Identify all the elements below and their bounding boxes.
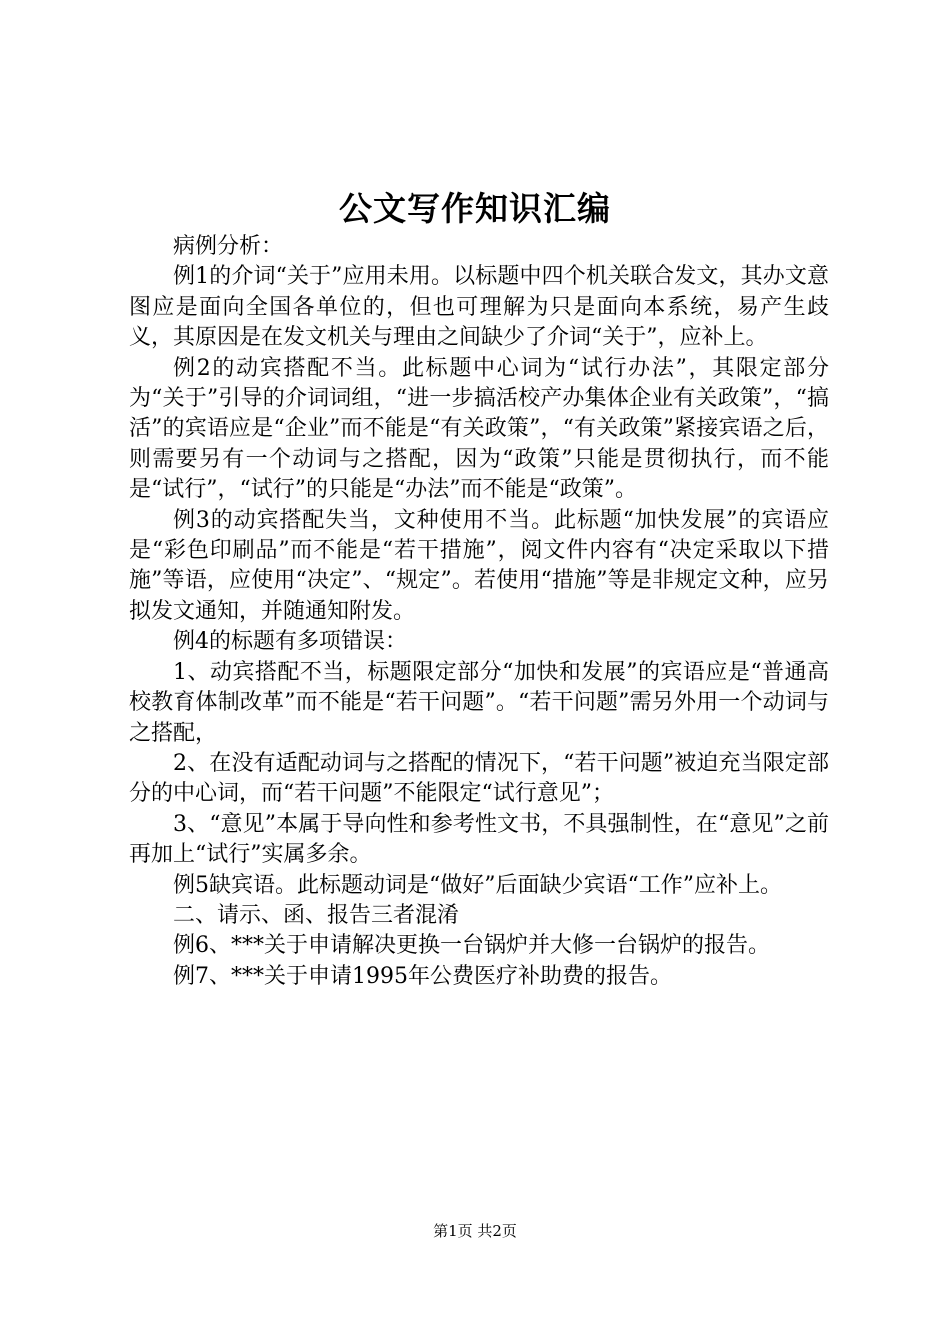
paragraph: 2、在没有适配动词与之搭配的情况下，“若干问题”被迫充当限定部分的中心词，而“若干问题”不能限定“试行意见”； — [129, 750, 829, 807]
document-title: 公文写作知识汇编 — [339, 189, 611, 228]
page-number-footer: 第1页 共2页 — [433, 1222, 517, 1240]
paragraph: 例7、***关于申请1995年公费医疗补助费的报告。 — [173, 963, 672, 989]
paragraph: 二、请示、函、报告三者混淆 — [173, 902, 460, 928]
paragraph: 病例分析： — [173, 234, 284, 259]
paragraph: 3、“意见”本属于导向性和参考性文书，不具强制性，在“意见”之前再加上“试行”实属多余。 — [129, 811, 829, 868]
paragraph: 例3的动宾搭配失当，文种使用不当。此标题“加快发展”的宾语应是“彩色印刷品”而不能是“若干措施”，阅文件内容有“决定采取以下措施”等语，应使用“决定”、“规定”。若使用“措施”等是非规定文种，应另拟发文通知，并随通知附发。 — [129, 507, 829, 624]
document-body — [129, 232, 829, 992]
paragraph: 1、动宾搭配不当，标题限定部分“加快和发展”的宾语应是“普通高校教育体制改革”而不能是“若干问题”。“若干问题”需另外用一个动词与之搭配， — [129, 659, 829, 746]
paragraph: 例5缺宾语。此标题动词是“做好”后面缺少宾语“工作”应补上。 — [173, 872, 782, 898]
paragraph: 例6、***关于申请解决更换一台锅炉并大修一台锅炉的报告。 — [173, 933, 770, 959]
paragraph: 例2的动宾搭配不当。此标题中心词为“试行办法”，其限定部分为“关于”引导的介词词组，“进一步搞活校产办集体企业有关政策”，“搞活”的宾语应是“企业”而不能是“有关政策”，“有关政策”紧接宾语之后，则需要另有一个动词与之搭配，因为“政策”只能是贯彻执行，而不能是“试行”，“试行”的只能是“办法”而不能是“政策”。 — [129, 355, 829, 503]
paragraph: 例1的介词“关于”应用未用。以标题中四个机关联合发文，其办文意图应是面向全国各单位的，但也可理解为只是面向本系统，易产生歧义，其原因是在发文机关与理由之间缺少了介词“关于”，应补上。 — [129, 264, 829, 351]
paragraph: 例4的标题有多项错误： — [173, 629, 407, 655]
